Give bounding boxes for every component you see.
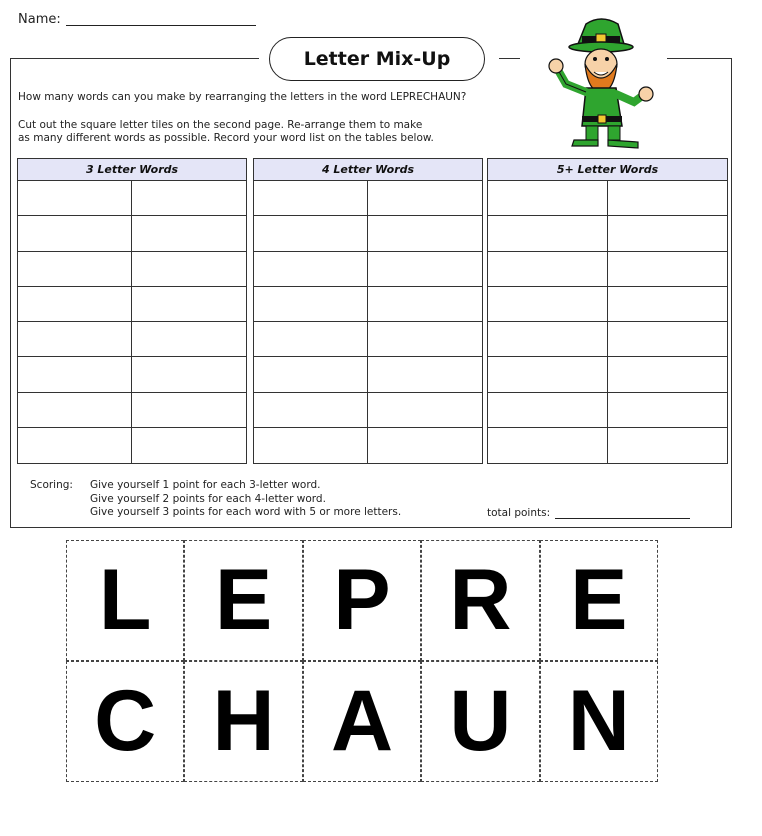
page-title: Letter Mix-Up <box>269 37 485 81</box>
table-cell[interactable] <box>608 252 728 287</box>
leprechaun-illustration <box>538 14 668 154</box>
scoring-rule: Give yourself 3 points for each word with 5 or more letters. <box>90 506 402 518</box>
table-cell[interactable] <box>368 252 482 287</box>
table-cell[interactable] <box>18 393 132 428</box>
table-grid <box>254 181 482 463</box>
letter-tiles <box>66 540 658 782</box>
table-cell[interactable] <box>368 287 482 322</box>
table-cell[interactable] <box>132 357 246 392</box>
letter-tile[interactable]: L <box>66 540 184 661</box>
table-cell[interactable] <box>254 322 368 357</box>
table-4-letter-words <box>253 158 483 464</box>
table-cell[interactable] <box>488 181 608 216</box>
table-cell[interactable] <box>368 181 482 216</box>
table-cell[interactable] <box>368 322 482 357</box>
letter-tile[interactable]: R <box>421 540 539 661</box>
name-label: Name: <box>18 12 61 27</box>
table-cell[interactable] <box>254 357 368 392</box>
table-header: 4 Letter Words <box>254 159 482 181</box>
scoring-lines <box>90 479 401 520</box>
scoring-label: Scoring: <box>30 479 73 491</box>
table-cell[interactable] <box>18 287 132 322</box>
table-cell[interactable] <box>18 216 132 251</box>
table-cell[interactable] <box>608 393 728 428</box>
intro-text: How many words can you make by rearranging the letters in the word LEPRECHAUN? <box>18 91 467 103</box>
table-cell[interactable] <box>18 252 132 287</box>
total-points-line[interactable] <box>555 518 690 519</box>
table-cell[interactable] <box>488 428 608 463</box>
table-cell[interactable] <box>608 287 728 322</box>
table-cell[interactable] <box>608 181 728 216</box>
table-cell[interactable] <box>132 322 246 357</box>
table-header: 3 Letter Words <box>18 159 246 181</box>
letter-tile[interactable]: H <box>184 661 302 782</box>
table-grid <box>488 181 727 463</box>
letter-tile[interactable]: N <box>540 661 658 782</box>
table-cell[interactable] <box>254 428 368 463</box>
letter-tile[interactable]: E <box>184 540 302 661</box>
table-cell[interactable] <box>132 181 246 216</box>
table-cell[interactable] <box>608 216 728 251</box>
table-cell[interactable] <box>254 287 368 322</box>
table-cell[interactable] <box>368 393 482 428</box>
table-cell[interactable] <box>132 428 246 463</box>
table-cell[interactable] <box>254 393 368 428</box>
scoring-rule: Give yourself 1 point for each 3-letter word. <box>90 479 321 491</box>
table-3-letter-words <box>17 158 247 464</box>
table-grid <box>18 181 246 463</box>
table-cell[interactable] <box>488 357 608 392</box>
table-cell[interactable] <box>488 216 608 251</box>
total-points-label: total points: <box>487 507 551 519</box>
table-header: 5+ Letter Words <box>488 159 727 181</box>
table-cell[interactable] <box>488 287 608 322</box>
table-5-plus-letter-words <box>487 158 728 464</box>
table-cell[interactable] <box>368 216 482 251</box>
table-cell[interactable] <box>132 287 246 322</box>
table-cell[interactable] <box>18 322 132 357</box>
table-cell[interactable] <box>18 428 132 463</box>
table-cell[interactable] <box>368 357 482 392</box>
table-cell[interactable] <box>254 252 368 287</box>
table-cell[interactable] <box>608 322 728 357</box>
letter-tile[interactable]: E <box>540 540 658 661</box>
table-cell[interactable] <box>608 357 728 392</box>
scoring-rule: Give yourself 2 points for each 4-letter word. <box>90 492 326 505</box>
table-cell[interactable] <box>608 428 728 463</box>
instruction-line: Cut out the square letter tiles on the second page. Re-arrange them to make <box>18 119 423 131</box>
letter-tile[interactable]: A <box>303 661 421 782</box>
table-cell[interactable] <box>254 216 368 251</box>
table-cell[interactable] <box>132 216 246 251</box>
instruction-line: as many different words as possible. Record your word list on the tables below. <box>18 132 434 144</box>
table-cell[interactable] <box>488 322 608 357</box>
letter-tile[interactable]: P <box>303 540 421 661</box>
table-cell[interactable] <box>368 428 482 463</box>
table-cell[interactable] <box>488 393 608 428</box>
instructions <box>18 119 478 145</box>
table-cell[interactable] <box>132 393 246 428</box>
table-cell[interactable] <box>18 181 132 216</box>
name-line[interactable] <box>66 25 256 26</box>
table-cell[interactable] <box>18 357 132 392</box>
table-cell[interactable] <box>254 181 368 216</box>
table-cell[interactable] <box>488 252 608 287</box>
letter-tile[interactable]: C <box>66 661 184 782</box>
table-cell[interactable] <box>132 252 246 287</box>
letter-tile[interactable]: U <box>421 661 539 782</box>
